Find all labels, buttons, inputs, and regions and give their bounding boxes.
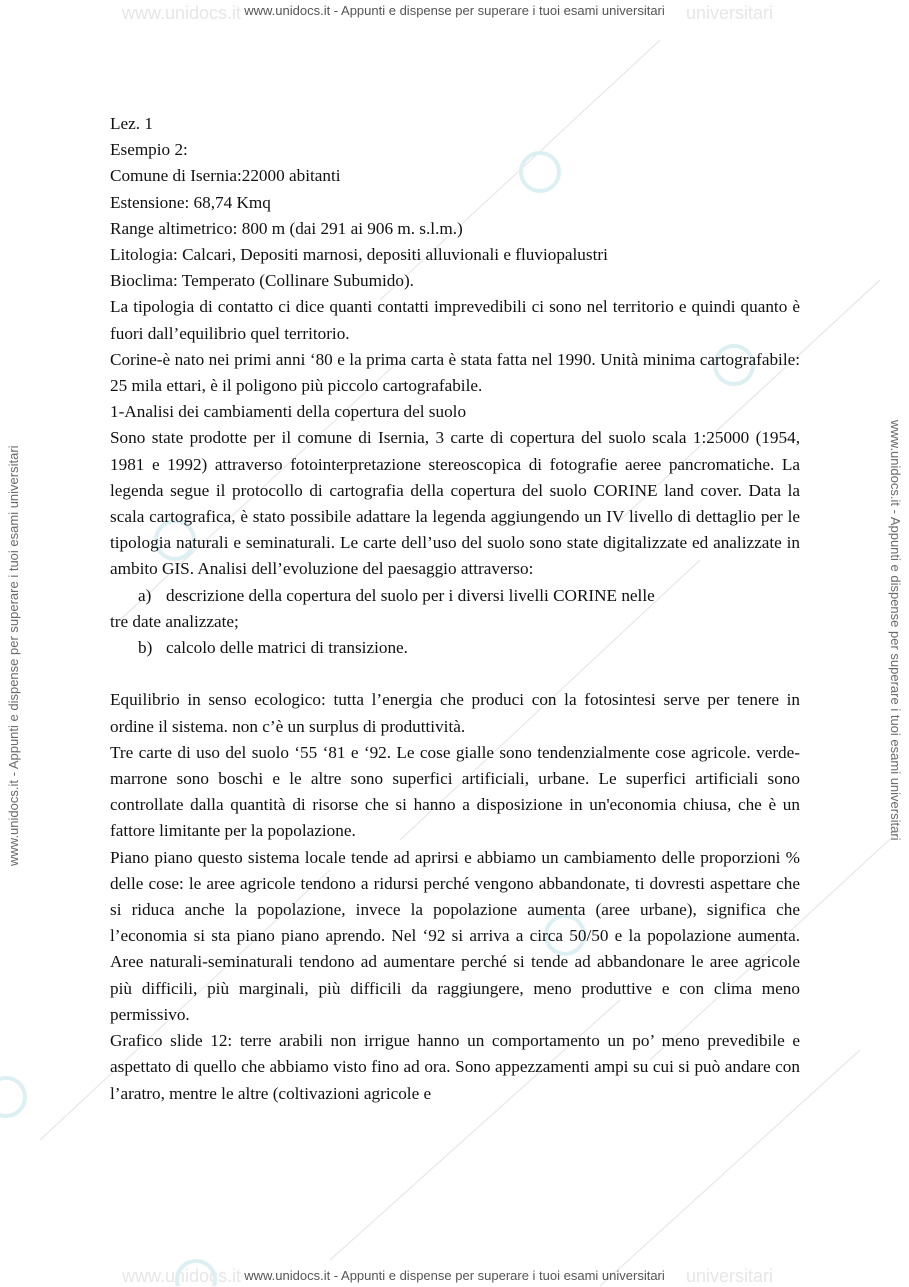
list-item-continuation: tre date analizzate;: [110, 611, 239, 631]
site-watermark-right: www.unidocs.it - Appunti e dispense per superare i tuoi esami universitari: [888, 420, 903, 841]
paragraph: Sono state prodotte per il comune di Isernia, 3 carte di copertura del suolo scala 1:25000 (1954, 1981 e 1992) attraverso fotointerpretazione stereoscopica di fotografie aeree pancromatiche. La legenda segue il protocollo di cartografia della copertura del suolo CORINE land cover. Data la scala cartografica, è stato possibile adattare la legenda aggiungendo un IV livello di dettaglio per le tipologia naturali e seminaturali. Le carte dell’uso del suolo sono state digitalizzate ed analizzate in ambito GIS. Analisi dell’evoluzione del paesaggio attraverso:: [110, 428, 800, 579]
document-body: [110, 111, 800, 1107]
ghost-watermark-bottom-right: universitari: [686, 1266, 774, 1286]
paragraph: La tipologia di contatto ci dice quanti contatti imprevedibili ci sono nel territorio e quindi quanto è fuori dall’equilibrio quel territorio.: [110, 297, 800, 343]
site-watermark-bottom: www.unidocs.it - Appunti e dispense per superare i tuoi esami universitari: [244, 1268, 665, 1283]
paragraph: Litologia: Calcari, Depositi marnosi, depositi alluvionali e fluviopalustri: [110, 245, 608, 265]
ghost-watermark-top-left: www.unidocs.it: [122, 3, 242, 23]
ghost-watermark-top-right: universitari: [686, 3, 774, 23]
paragraph: Grafico slide 12: terre arabili non irrigue hanno un comportamento un po’ meno prevedibile e aspettato di quello che abbiamo visto fino ad ora. Sono appezzamenti ampi su cui si può andare con l’aratro, mentre le altre (coltivazioni agricole e: [110, 1031, 800, 1103]
paragraph: Comune di Isernia:22000 abitanti: [110, 166, 341, 186]
spacer: [110, 661, 800, 687]
list-item: [110, 583, 800, 609]
paragraph: Equilibrio in senso ecologico: tutta l’energia che produci con la fotosintesi serve per tenere in ordine il sistema. non c’è un surplus di produttività.: [110, 690, 800, 736]
lesson-heading: Lez. 1: [110, 114, 153, 133]
paragraph: Range altimetrico: 800 m (dai 291 ai 906 m. s.l.m.): [110, 218, 463, 238]
paragraph: Piano piano questo sistema locale tende ad aprirsi e abbiamo un cambiamento delle proporzioni % delle cose: le aree agricole tendono a ridursi perché vengono abbandonate, ti dovresti aspettare che si riduca anche la popolazione, invece la popolazione aumenta (aree urbane), significa che l’economia si sta piano piano aprendo. Nel ‘92 si arriva a circa 50/50 e la popolazione aumenta. Aree naturali-seminaturali tendono ad aumentare perché si tende ad abbandonare le aree agricole più difficili, più marginali, più difficili da raggiungere, meno produttive e con clima meno permissivo.: [110, 847, 800, 1024]
list-item: [110, 635, 800, 661]
paragraph: Bioclima: Temperato (Collinare Subumido).: [110, 271, 414, 291]
section-heading: 1-Analisi dei cambiamenti della copertura del suolo: [110, 402, 467, 422]
list-marker: a): [138, 585, 152, 605]
paragraph: Tre carte di uso del suolo ‘55 ‘81 e ‘92. Le cose gialle sono tendenzialmente cose agricole. verde-marrone sono boschi e le altre sono superfici artificiali, urbane. Le superfici artificiali sono controllate dalla quantità di risorse che si hanno a disposizione in un'economia chiusa, che è un fattore limitante per la popolazione.: [110, 742, 800, 841]
example-heading: Esempio 2:: [110, 140, 188, 160]
list-item-text: calcolo delle matrici di transizione.: [166, 638, 408, 658]
site-watermark-top: www.unidocs.it - Appunti e dispense per superare i tuoi esami universitari: [244, 3, 665, 18]
paragraph: Corine-è nato nei primi anni ‘80 e la prima carta è stata fatta nel 1990. Unità minima cartografabile: 25 mila ettari, è il poligono più piccolo cartografabile.: [110, 349, 800, 396]
site-watermark-left: www.unidocs.it - Appunti e dispense per superare i tuoi esami universitari: [6, 445, 21, 866]
paragraph: Estensione: 68,74 Kmq: [110, 192, 271, 212]
list-item-text: descrizione della copertura del suolo per i diversi livelli CORINE nelle: [166, 585, 655, 605]
list-marker: b): [138, 638, 153, 658]
ghost-watermark-bottom-left: www.unidocs.it: [122, 1266, 242, 1286]
